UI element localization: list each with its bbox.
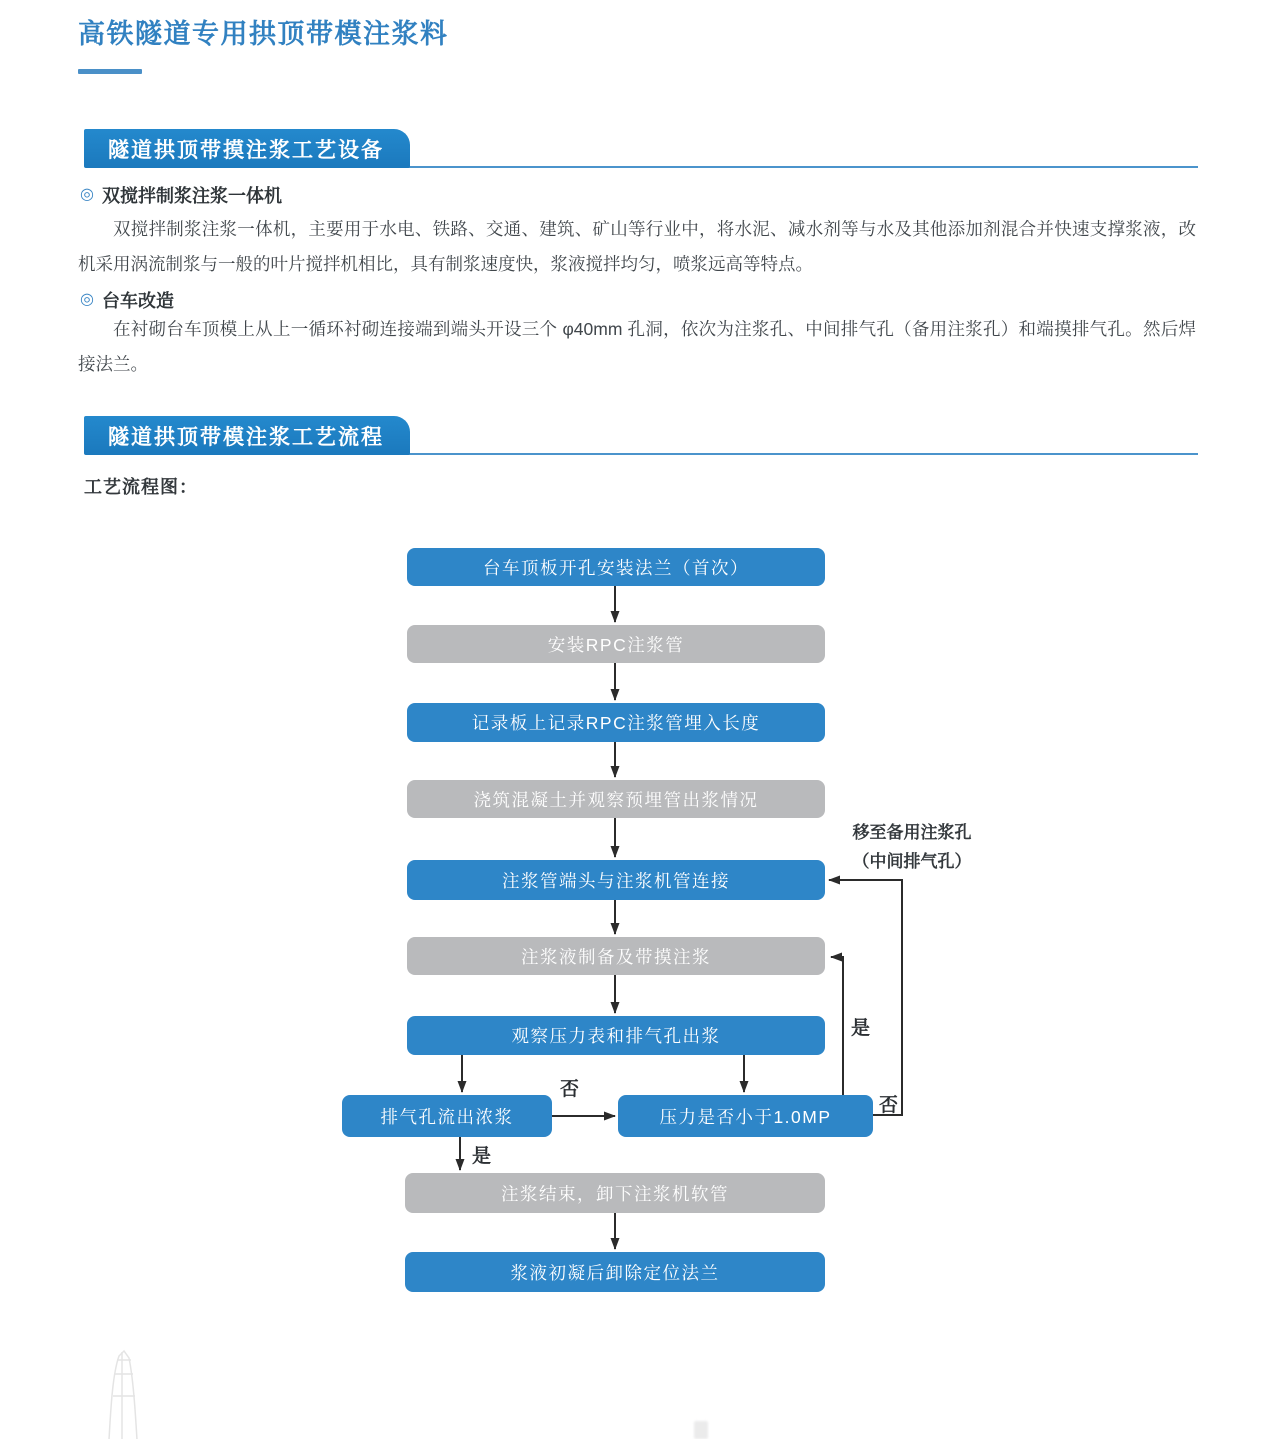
page-title: 高铁隧道专用拱顶带模注浆料 [78, 19, 449, 49]
flowchart-step-finish-grouting: 注浆结束，卸下注浆机软管 [405, 1173, 825, 1213]
flowchart-step-install-rpc: 安装RPC注浆管 [407, 625, 825, 663]
bullet-heading: 台车改造 [101, 291, 174, 311]
bullet-item-mixer [80, 182, 282, 208]
flowchart-step-vent-thick: 排气孔流出浓浆 [342, 1095, 552, 1137]
feedback-annotation-line1: 移至备用注浆孔 [852, 823, 972, 842]
section-banner-row-process [84, 416, 1198, 456]
flowchart-step-remove-flange: 浆液初凝后卸除定位法兰 [405, 1252, 825, 1292]
paragraph-mixer: 双搅拌制浆注浆一体机，主要用于水电、铁路、交通、建筑、矿山等行业中，将水泥、减水剂等与水及其他添加剂混合并快速支撑浆液，改机采用涡流制浆与一般的叶片搅拌机相比，具有制浆速度快，浆液搅拌均匀，喷浆远高等特点。 [78, 219, 1196, 274]
bullet-heading: 双搅拌制浆注浆一体机 [101, 186, 282, 206]
flowchart-caption: 工艺流程图： [84, 477, 198, 497]
label-no-feedback: 否 [879, 1095, 899, 1116]
section-banner-equipment: 隧道拱顶带摸注浆工艺设备 [84, 129, 410, 168]
flowchart-step-observe-gauge: 观察压力表和排气孔出浆 [407, 1016, 825, 1055]
flowchart-step-pressure-check: 压力是否小于1.0MP [618, 1095, 873, 1137]
flowchart-step-pour-concrete: 浇筑混凝土并观察预埋管出浆情况 [407, 780, 825, 818]
flowchart-step-drill-flange: 台车顶板开孔安装法兰（首次） [407, 548, 825, 586]
footer-smudge [694, 1421, 708, 1439]
flowchart-step-connect-pipe: 注浆管端头与注浆机管连接 [407, 860, 825, 900]
bullet-item-trolley [80, 287, 174, 313]
title-underline [78, 69, 142, 74]
paragraph-trolley: 在衬砌台车顶模上从上一循环衬砌连接端到端头开设三个 φ40mm 孔洞，依次为注浆孔、中间排气孔（备用注浆孔）和端摸排气孔。然后焊接法兰。 [78, 319, 1196, 374]
label-yes-feedback: 是 [851, 1018, 871, 1039]
watermark-building-sketch [95, 1348, 153, 1439]
feedback-annotation-line2: （中间排气孔） [852, 852, 972, 871]
flowchart-step-prepare-grout: 注浆液制备及带摸注浆 [407, 937, 825, 975]
label-yes-to-finish: 是 [472, 1146, 492, 1167]
ring-bullet-icon: ◎ [80, 186, 94, 203]
feedback-annotation [828, 818, 996, 876]
ring-bullet-icon: ◎ [80, 291, 94, 308]
section-banner-row-equipment [84, 129, 1198, 169]
section-banner-process: 隧道拱顶带模注浆工艺流程 [84, 416, 410, 455]
label-no-to-pressure: 否 [560, 1079, 580, 1100]
flowchart-step-record-length: 记录板上记录RPC注浆管埋入长度 [407, 703, 825, 742]
